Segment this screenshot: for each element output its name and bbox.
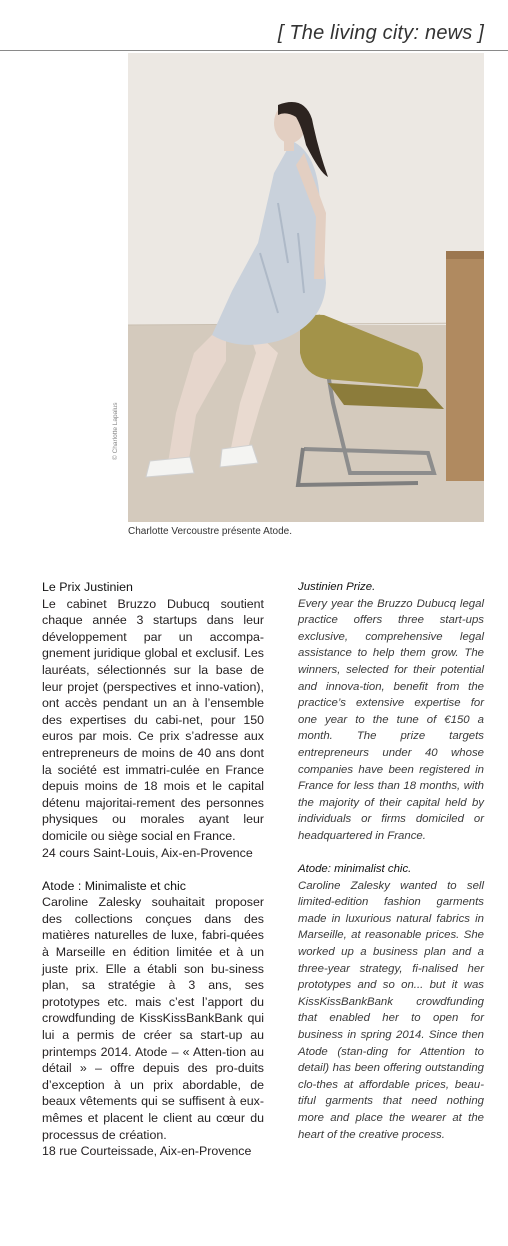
address-atode: 18 rue Courteissade, Aix-en-Provence [42, 1144, 252, 1159]
heading-justinien-prize: Justinien Prize. [298, 581, 376, 593]
article-atode [42, 878, 264, 1160]
article-atode-en [298, 861, 484, 1143]
page-header [0, 0, 508, 52]
photo-credit: © Charlotte Lapalus [112, 402, 119, 460]
heading-atode-en: Atode: minimalist chic. [298, 863, 412, 876]
header-rule [0, 50, 508, 51]
article-justinien-prize [298, 579, 484, 845]
heading-prix-justinien: Le Prix Justinien [42, 580, 133, 594]
spacer [298, 845, 484, 862]
heading-atode: Atode : Minimaliste et chic [42, 878, 186, 893]
body-atode: Caroline Zalesky souhaitait proposer des collections conçues dans des matières naturelles de luxe, fabri-quées à Marseille en édition limitée et à un juste prix. Elle a établi son bu-siness plan, sa stratégie à 3 ans, ses prototypes etc. mais c’est l’apport du crowdfunding de KissKissBankBank qui lui a permis de créer sa start-up au printemps 2014. Atode – « Atten-tion au détail » – offre depuis des pro-duits d’exception à un prix abordable, de beaux vêtements qui se suffisent à eux-mêmes et placent le client au cœur du processus de création. [42, 895, 264, 1142]
article-prix-justinien [42, 579, 264, 861]
column-english [298, 579, 484, 1143]
article-photo [128, 53, 484, 522]
address-prix-justinien: 24 cours Saint-Louis, Aix-en-Provence [42, 845, 253, 860]
column-french [42, 579, 264, 1160]
section-title: [ The living city: news ] [277, 22, 484, 44]
body-atode-en: Caroline Zalesky wanted to sell limited-edition fashion garments made in luxurious natural fabrics in Marseille, at reasonable prices. She worked up a business plan and a three-year strategy, fi-nalised her prototypes and so on... but it was KissKissBankBank crowdfunding that enabled her to open for business in spring 2014. Since then Atode (stan-ding for Attention to detail) has been offering outstanding clo-thes at affordable prices, beau-tiful garments that need nothing more and place the wearer at the heart of the creative process. [298, 879, 484, 1141]
body-prix-justinien: Le cabinet Bruzzo Dubucq soutient chaque année 3 startups dans leur développement par un accompa-gnement juridique global et exclusif. Les lauréats, sélectionnés sur la base de leur projet (perspectives et inno-vation), ont accès pendant un an à l’ensemble des expertises du cabi-net, pour 150 euros par mois. Ce prix s’adresse aux entrepreneurs de moins de 40 ans dont la société est immatri-culée en France depuis moins de 18 mois et le capital détenu majoritai-rement des personnes physiques ou morales ayant leur domicile ou siège social en France. [42, 596, 264, 843]
photo-caption: Charlotte Vercoustre présente Atode. [128, 526, 292, 537]
photo-illustration [128, 53, 484, 522]
body-justinien-prize: Every year the Bruzzo Dubucq legal practice offers three start-ups exclusive, comprehensive legal assistance to help them grow. The winners, selected for their potential and innova-tion, benefit from the practice’s extensive expertise for one year to the tune of €150 a month. The prize targets entrepreneurs under 40 whose companies have been registered in France for less than 18 months, with the majority of their capital held by individuals or firms domiciled or headquartered in France. [298, 597, 484, 842]
spacer [42, 861, 264, 878]
